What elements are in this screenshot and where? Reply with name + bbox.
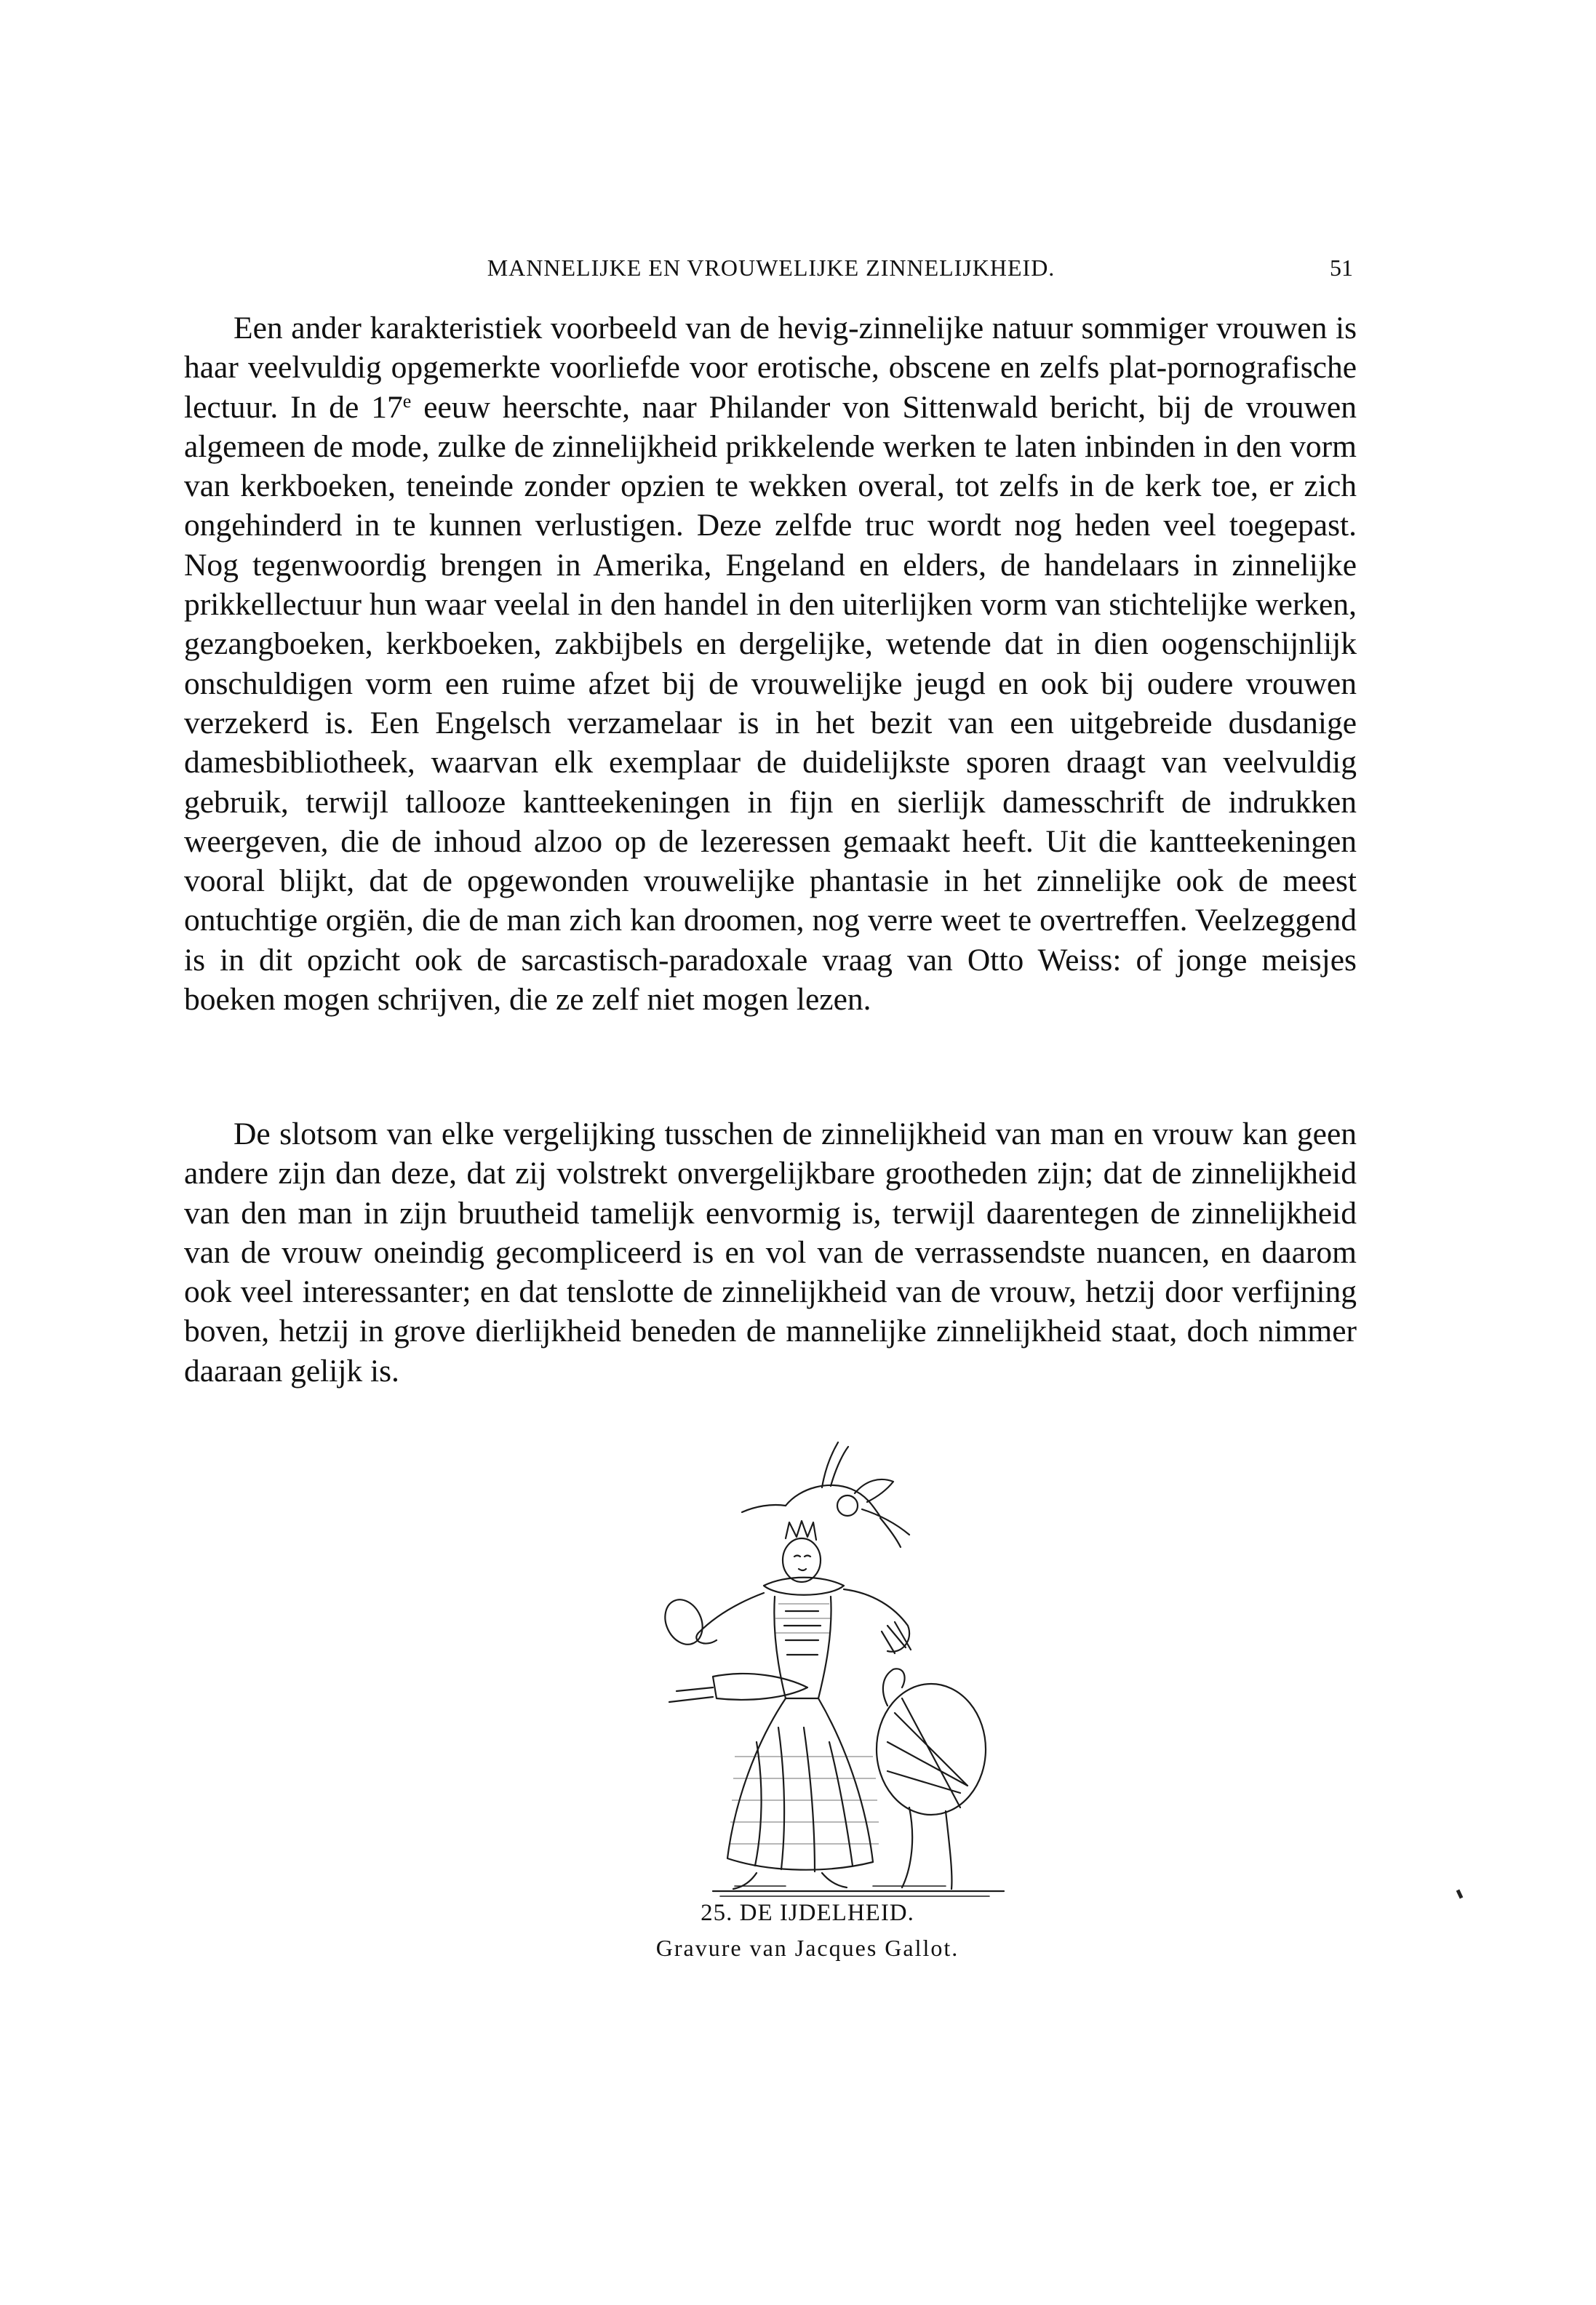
paragraph-1-text-b: eeuw heerschte, naar Philander von Sittenwald bericht, bij de vrouwen algemeen de mode, zulke de zinnelijkheid prikkelende werken te laten inbinden in den vorm van kerkboeken, teneinde zonder opzien te wekken overal, tot zelfs in de kerk toe, er zich ongehinderd in te kunnen verlustigen. Deze zelfde truc wordt nog heden veel toegepast. Nog tegenwoordig brengen in Amerika, Engeland en elders, de handelaars in zinnelijke prikkellectuur hun waar veelal in den handel in den uiterlijken vorm van stichtelijke werken, gezangboeken, kerkboeken, zakbijbels en dergelijke, wetende dat in dien oogenschijnlijk onschuldigen vorm een ruime afzet bij de vrouwelijke jeugd en ook bij oudere vrouwen verzekerd is. Een Engelsch verzamelaar is in het bezit van een uitgebreide dusdanige damesbibliotheek, waarvan elk exemplaar de duidelijkste sporen draagt van veelvuldig gebruik, terwijl tallooze kantteekeningen in fijn en sierlijk damesschrift de indrukken weergeven, die de inhoud alzoo op de lezeressen gemaakt heeft. Uit die kantteekeningen vooral blijkt, dat de opgewonden vrouwelijke phantasie in het zinnelijke ook de meest ontuchtige orgiën, die de man zich kan droomen, nog verre weet te overtreffen. Veelzeggend is in dit opzicht ook de sarcastisch-paradoxale vraag van Otto Weiss: of jonge meisjes boeken mogen schrijven, die ze zelf niet mogen lezen. [184,389,1357,1018]
ink-speck [1456,1890,1464,1899]
figure-caption-title: 25. DE IJDELHEID. [701,1900,914,1926]
page-number: 51 [1330,255,1353,281]
engraving-vanity-figure [567,1437,1048,1902]
paragraph-1-text-a: Een ander karakteristiek voorbeeld van de hevig-zinnelijke natuur sommiger vrouwen is haar veelvuldig opgemerkte voorliefde voor erotische, obscene en zelfs plat-pornografische lectuur. In de 17 [184,311,1357,425]
running-title: MANNELIJKE EN VROUWELIJKE ZINNELIJKHEID. [487,255,1056,281]
paragraph-text [184,308,1357,1019]
engraving-illustration [567,1437,1048,1902]
body-paragraph-1 [184,308,1357,1019]
superscript-century: e [402,390,412,412]
paragraph-text: De slotsom van elke vergelijking tusschen de zinnelijkheid van man en vrouw kan geen andere zijn dan deze, dat zij volstrekt onvergelijkbare grootheden zijn; dat de zinnelijkheid van den man in zijn bruutheid tamelijk eenvormig is, terwijl daarentegen de zinnelijkheid van de vrouw oneindig gecompliceerd is en vol van de verrassendste nuancen, en daarom ook veel interessanter; en dat tenslotte de zinnelijkheid van de vrouw, hetzij door verfijning boven, hetzij in grove dierlijkheid beneden de mannelijke zinnelijkheid staat, doch nimmer daaraan gelijk is. [184,1116,1357,1389]
figure-caption-credit: Gravure van Jacques Gallot. [655,1935,959,1961]
body-paragraph-2 [184,1114,1357,1391]
running-head [189,246,1353,289]
